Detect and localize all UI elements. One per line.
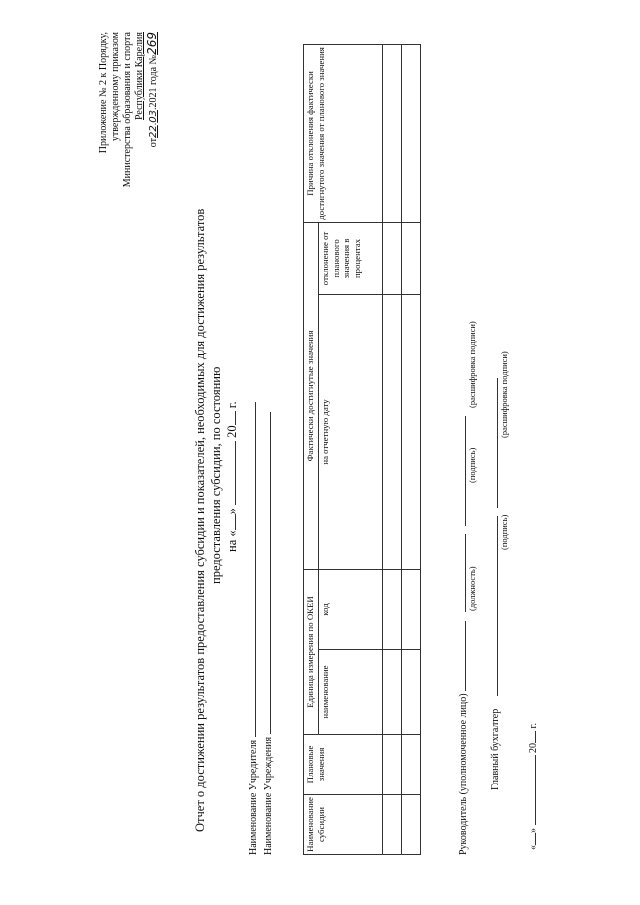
report-title-line-1: Отчет о достижении результатов предоставления субсидии и показателей, необходимых для достижения результатов [193,208,207,832]
founder-blank [245,402,256,737]
header-actual-deviation: отклонение от планового значения в процентах [319,222,383,294]
header-actual: Фактически достигнутые значения [304,222,319,569]
approval-line-3: Министерства образования и спорта [122,32,133,188]
header-planned: Плановые значения [304,735,383,795]
table-row [402,44,421,854]
cell-unit-code[interactable] [402,570,421,650]
sig-date-month-blank [525,756,536,826]
sig-date-day-blank [525,833,536,845]
head-position-blank [455,621,466,691]
cell-reason[interactable] [402,44,421,222]
approval-line-5: от22.03.2021 года №269 [145,32,159,148]
cell-reason[interactable] [383,44,402,222]
approval-day: 22 [148,125,159,139]
approval-line-4 [134,32,146,212]
cell-subsidy[interactable] [402,795,421,855]
date-open-quote: на « [225,530,239,552]
cell-actual-deviation[interactable] [383,222,402,294]
header-unit: Единица измерения по ОКЕИ [304,570,319,735]
cell-planned[interactable] [402,735,421,795]
approval-line-1: Приложение № 2 к Порядку, [98,32,109,154]
approval-republic: Республики Карелия [134,32,145,121]
cell-unit-name[interactable] [402,650,421,735]
head-decoding-blank [455,416,466,526]
approval-number: 269 [145,32,159,55]
report-title-line-2: предоставления субсидии, по состоянию [209,366,223,584]
table-header-row-1 [304,44,319,854]
approval-block [98,32,160,212]
cell-actual-date[interactable] [383,295,402,570]
accountant-decoding-blank [487,378,498,508]
header-reason: Причина отклонения фактически достигнутого значения от планового значения [304,44,383,222]
header-unit-code: код [319,570,383,650]
report-date-line [225,401,240,552]
accountant-signature-line [487,378,501,790]
header-unit-name: наименование [319,650,383,735]
sig-date-close-quote: » [528,828,539,833]
table-row [383,44,402,854]
founder-label: Наименование Учредителя [248,739,259,855]
accountant-signature-blank [487,516,498,696]
approval-year: 2021 года № [148,54,159,108]
head-caption-position: (должность) [467,566,477,611]
sig-date-year-prefix: 20 [528,743,539,753]
head-caption-decoding: (расшифровка подписи) [467,321,477,408]
head-label: Руководитель (уполномоченное лицо) [458,693,469,855]
signature-date-line [525,723,539,850]
approval-line-2: утвержденному приказом [110,32,121,142]
date-year-blank [225,411,236,425]
institution-label: Наименование Учреждения [263,736,274,855]
sig-date-open-quote: « [528,845,539,850]
header-actual-date: на отчетную дату [319,295,383,570]
institution-line [260,412,274,855]
institution-blank [260,412,271,734]
cell-subsidy[interactable] [383,795,402,855]
header-subsidy: Наименование субсидии [304,795,383,855]
date-month-blank [225,441,236,505]
approval-from: от [148,138,159,148]
report-table [303,44,421,855]
sig-date-year-blank [525,731,536,743]
approval-month: 03 [148,110,159,123]
accountant-label: Главный бухгалтер [490,708,501,790]
date-close-quote: » [225,508,239,515]
date-day-blank [225,514,236,530]
cell-unit-name[interactable] [383,650,402,735]
head-caption-signature: (подпись) [467,447,477,483]
cell-actual-date[interactable] [402,295,421,570]
date-year-prefix: 20 [225,425,239,438]
cell-planned[interactable] [383,735,402,795]
accountant-caption-decoding: (расшифровка подписи) [499,351,509,438]
founder-line [245,402,259,855]
head-signature-blank [455,534,466,612]
cell-unit-code[interactable] [383,570,402,650]
accountant-caption-signature: (подпись) [499,514,509,550]
date-suffix: г. [225,401,239,409]
sig-date-suffix: г. [528,723,539,729]
cell-actual-deviation[interactable] [402,222,421,294]
